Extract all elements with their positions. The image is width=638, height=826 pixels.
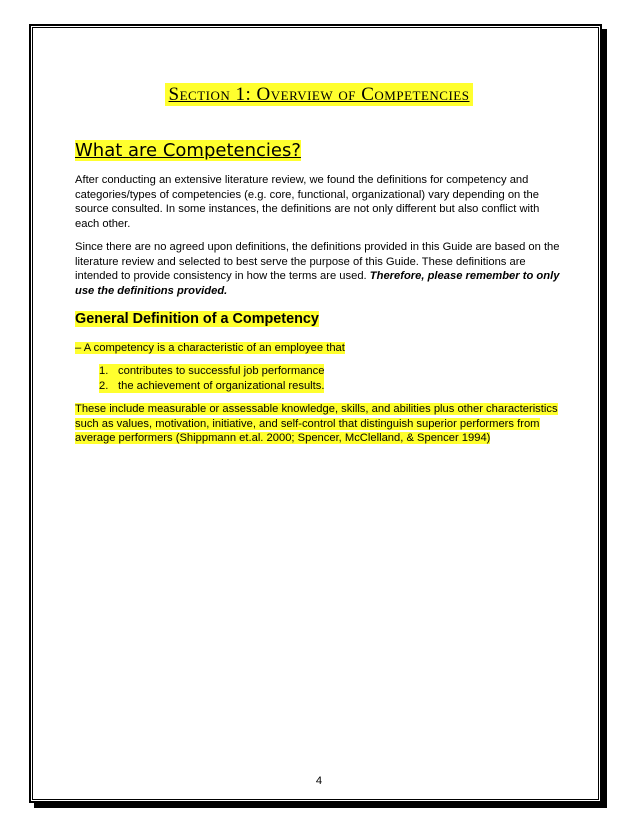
list-item-number: 2. (99, 379, 109, 392)
list-item-content (99, 364, 324, 379)
heading-general-text: General Definition of a Competency (75, 311, 319, 327)
paragraph-literature-review: After conducting an extensive literature review, we found the definitions for competency and categories/types of competencies (e.g. core, functional, organizational) vary depending on the source consulted. In some instances, the definitions are not only different but also conflict with each other. (75, 174, 540, 230)
paragraph-definitions-text: Since there are no agreed upon definitions, the definitions provided in this Guide are based on the literature review and selected to best serve the purpose of this Guide. These definitions are intended to provide consistency in how the terms are used. (75, 241, 560, 283)
list-item-text: contributes to successful job performance (118, 365, 325, 377)
paragraph-characteristics-text: These include measurable or assessable knowledge, skills, and abilities plus other characteristics such as values, motivation, initiative, and self-control that distinguish superior performers from average performers (Shippmann et.al. 2000; Spencer, McClelland, & Spencer 1994) (75, 403, 558, 445)
page-number: 4 (315, 775, 323, 787)
heading-what-text: What are Competencies? (75, 140, 301, 161)
section-title-text: Section 1: Overview of Competencies (165, 83, 474, 106)
list-item-content (99, 379, 324, 394)
paragraph-definitions-emphasis: Therefore, please remember to only use the definitions provided. (75, 270, 560, 297)
list-item-text: the achievement of organizational results. (118, 379, 325, 392)
definition-list (99, 364, 324, 393)
definition-intro-text: – A competency is a characteristic of an employee that (75, 342, 345, 354)
paragraph-definitions-note (75, 240, 565, 298)
section-title (0, 84, 638, 106)
heading-general-definition (75, 309, 319, 329)
list-item (99, 379, 324, 394)
definition-intro (75, 341, 345, 356)
list-item-number: 1. (99, 365, 109, 377)
list-item (99, 364, 324, 379)
paragraph-characteristics (75, 402, 570, 446)
heading-what-are-competencies (75, 140, 301, 162)
